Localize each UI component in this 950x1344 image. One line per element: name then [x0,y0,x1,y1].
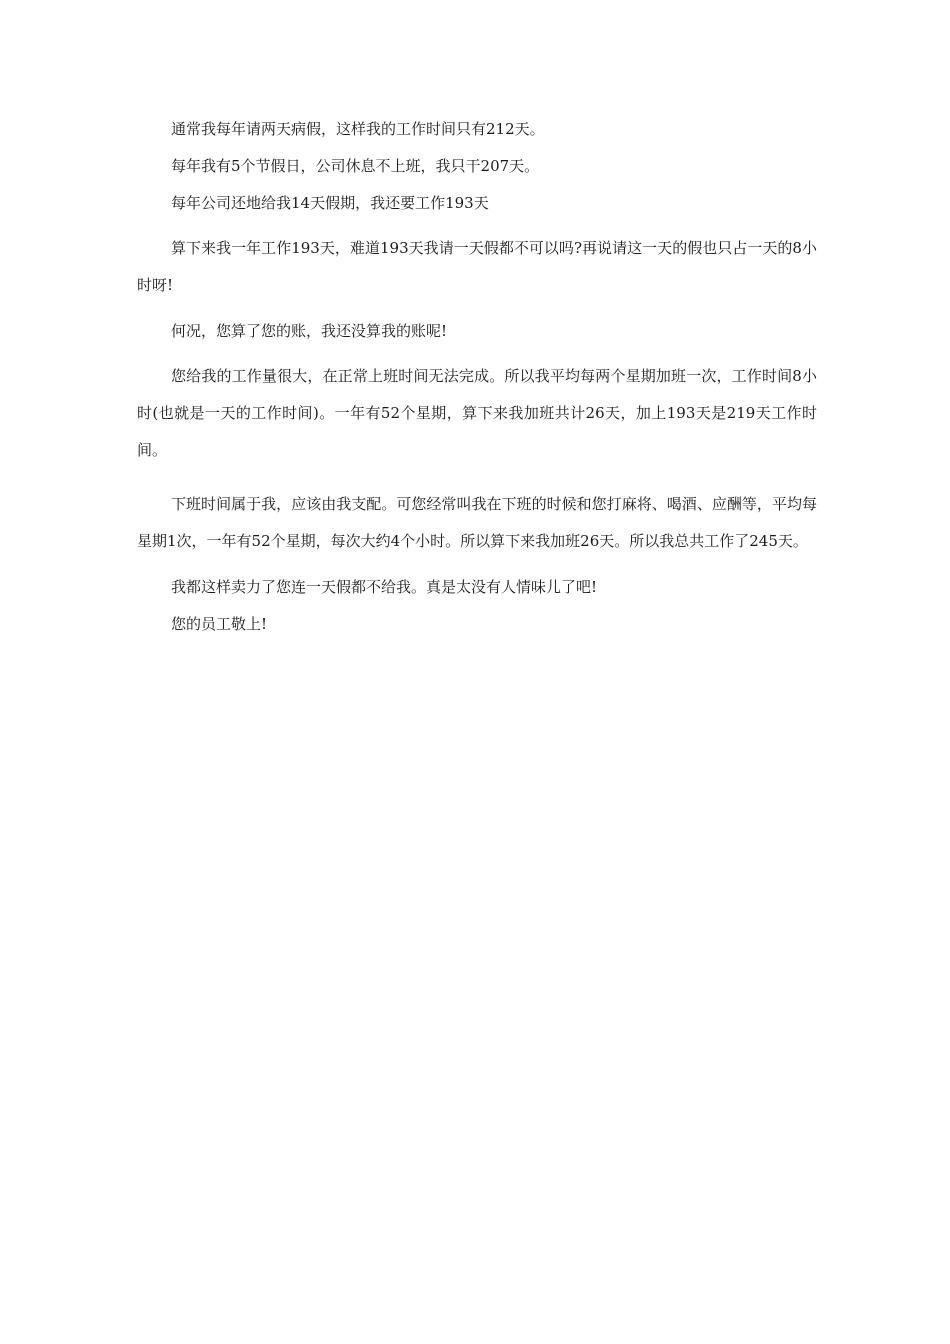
paragraph-overtime: 您给我的工作量很大，在正常上班时间无法完成。所以我平均每两个星期加班一次，工作时间8小时(也就是一天的工作时间)。一年有52个星期，算下来我加班共计26天，加上193天是219天工作时间。 [137,367,817,459]
paragraph-vacation: 每年公司还地给我14天假期，我还要工作193天 [171,194,489,212]
paragraph-complaint: 我都这样卖力了您连一天假都不给我。真是太没有人情味儿了吧! [171,578,598,596]
paragraph-sick-leave: 通常我每年请两天病假，这样我的工作时间只有212天。 [171,120,545,138]
signature-line: 您的员工敬上! [171,615,268,633]
paragraph-after-hours: 下班时间属于我，应该由我支配。可您经常叫我在下班的时候和您打麻将、喝酒、应酬等，平均每星期1次，一年有52个星期，每次大约4个小时。所以算下来我加班26天。所以我总共工作了245天。 [137,495,817,550]
paragraph-holidays: 每年我有5个节假日，公司休息不上班，我只干207天。 [171,157,540,175]
paragraph-my-account: 何况，您算了您的账，我还没算我的账呢! [171,322,448,340]
paragraph-one-day-leave: 算下来我一年工作193天，难道193天我请一天假都不可以吗?再说请这一天的假也只占一天的8小时呀! [137,239,817,294]
letter-body [137,119,817,651]
